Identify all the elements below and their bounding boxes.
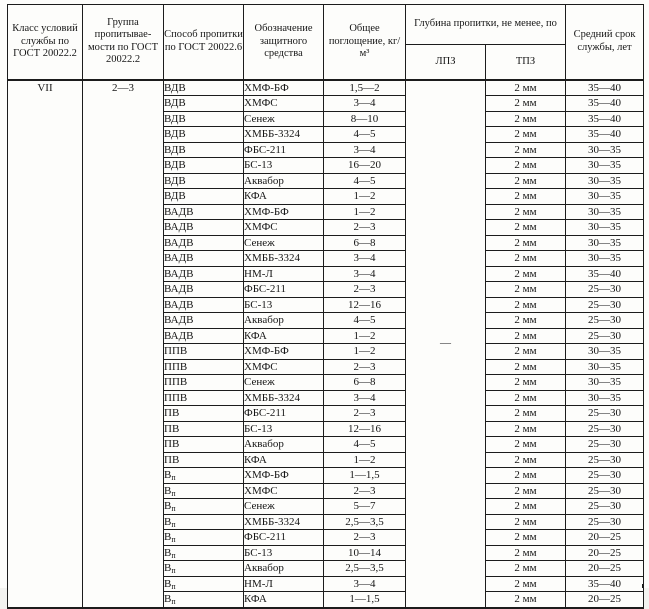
- cell-method: ВДВ: [164, 111, 244, 127]
- column-border-stub: [82, 584, 83, 588]
- cell-method: ВДВ: [164, 142, 244, 158]
- column-border-stub: [163, 584, 164, 588]
- cell-service-life: 30—35: [566, 375, 644, 391]
- cell-agent: ХМФС: [244, 483, 324, 499]
- cell-method: ВАДВ: [164, 235, 244, 251]
- cell-service-life: 30—35: [566, 359, 644, 375]
- cell-service-life: 35—40: [566, 127, 644, 143]
- cell-agent: Аквабор: [244, 173, 324, 189]
- cell-tpz-depth: 2 мм: [486, 452, 566, 468]
- cell-agent: ХМФС: [244, 220, 324, 236]
- header-tpz: ТПЗ: [486, 45, 566, 80]
- cell-agent: НМ-Л: [244, 576, 324, 592]
- cell-service-life: 35—40: [566, 96, 644, 112]
- cell-tpz-depth: 2 мм: [486, 344, 566, 360]
- cell-tpz-depth: 2 мм: [486, 576, 566, 592]
- cell-service-life: 20—25: [566, 530, 644, 546]
- cell-tpz-depth: 2 мм: [486, 328, 566, 344]
- cell-tpz-depth: 2 мм: [486, 359, 566, 375]
- cell-tpz-depth: 2 мм: [486, 297, 566, 313]
- cell-agent: НМ-Л: [244, 266, 324, 282]
- cell-agent: ХМФС: [244, 96, 324, 112]
- table-row: [8, 80, 644, 96]
- cell-tpz-depth: 2 мм: [486, 127, 566, 143]
- cell-method: ВДВ: [164, 80, 244, 96]
- cell-service-life: 30—35: [566, 251, 644, 267]
- cell-tpz-depth: 2 мм: [486, 530, 566, 546]
- cell-method: $В_п$: [164, 545, 244, 561]
- cell-absorption: 1—1,5: [324, 468, 406, 484]
- header-total-absorption: Общее поглощение, кг/м³: [324, 5, 406, 80]
- cell-method: ВАДВ: [164, 220, 244, 236]
- next-section-border-stubs: [7, 584, 643, 588]
- cell-absorption: 3—4: [324, 266, 406, 282]
- cell-agent: Аквабор: [244, 561, 324, 577]
- cell-absorption: 8—10: [324, 111, 406, 127]
- cell-method: $В_п$: [164, 561, 244, 577]
- cell-agent: ХМФС: [244, 359, 324, 375]
- cell-tpz-depth: 2 мм: [486, 235, 566, 251]
- cell-service-life: 30—35: [566, 204, 644, 220]
- cell-method: ВАДВ: [164, 282, 244, 298]
- cell-service-life: 25—30: [566, 452, 644, 468]
- cell-agent: ХМББ-3324: [244, 127, 324, 143]
- cell-tpz-depth: 2 мм: [486, 80, 566, 96]
- cell-agent: БС-13: [244, 297, 324, 313]
- cell-absorption: 1—2: [324, 344, 406, 360]
- cell-method: ППВ: [164, 390, 244, 406]
- cell-method: $В_п$: [164, 592, 244, 608]
- cell-method: ПВ: [164, 421, 244, 437]
- cell-tpz-depth: 2 мм: [486, 514, 566, 530]
- cell-tpz-depth: 2 мм: [486, 468, 566, 484]
- cell-method: $В_п$: [164, 530, 244, 546]
- cell-tpz-depth: 2 мм: [486, 406, 566, 422]
- cell-tpz-depth: 2 мм: [486, 189, 566, 205]
- header-impregnation-depth-group: Глубина пропитки, не менее, по: [406, 5, 566, 45]
- cell-service-life: 25—30: [566, 437, 644, 453]
- cell-absorption: 2—3: [324, 282, 406, 298]
- table-body: [8, 80, 644, 608]
- cell-agent: КФА: [244, 328, 324, 344]
- cell-tpz-depth: 2 мм: [486, 390, 566, 406]
- cell-absorption: 4—5: [324, 173, 406, 189]
- cell-service-life: 20—25: [566, 545, 644, 561]
- cell-service-life: 25—30: [566, 468, 644, 484]
- cell-service-life: 30—35: [566, 344, 644, 360]
- cell-agent: ХМББ-3324: [244, 514, 324, 530]
- cell-service-life: 30—35: [566, 173, 644, 189]
- cell-agent: ХМФ-БФ: [244, 80, 324, 96]
- cell-absorption: 12—16: [324, 421, 406, 437]
- cell-absorption: 4—5: [324, 437, 406, 453]
- cell-service-life: 25—30: [566, 421, 644, 437]
- cell-absorption: 6—8: [324, 375, 406, 391]
- cell-absorption: 3—4: [324, 576, 406, 592]
- cell-service-life: 30—35: [566, 158, 644, 174]
- cell-absorption: 2—3: [324, 359, 406, 375]
- cell-method: ВДВ: [164, 127, 244, 143]
- column-border-stub: [642, 584, 643, 588]
- cell-tpz-depth: 2 мм: [486, 313, 566, 329]
- cell-service-life: 30—35: [566, 390, 644, 406]
- cell-agent: ФБС-211: [244, 282, 324, 298]
- cell-method: ВДВ: [164, 189, 244, 205]
- cell-absorption: 3—4: [324, 142, 406, 158]
- cell-agent: БС-13: [244, 421, 324, 437]
- impregnation-parameters-table: [7, 4, 644, 609]
- cell-agent: БС-13: [244, 158, 324, 174]
- cell-method: ВАДВ: [164, 204, 244, 220]
- cell-absorption: 10—14: [324, 545, 406, 561]
- cell-agent: Сенеж: [244, 375, 324, 391]
- column-border-stub: [565, 584, 566, 588]
- cell-agent: ХМФ-БФ: [244, 344, 324, 360]
- cell-agent: КФА: [244, 592, 324, 608]
- cell-service-class: VII: [8, 80, 83, 608]
- column-border-stub: [323, 584, 324, 588]
- cell-tpz-depth: 2 мм: [486, 96, 566, 112]
- cell-service-life: 25—30: [566, 328, 644, 344]
- cell-method: ПВ: [164, 452, 244, 468]
- cell-agent: БС-13: [244, 545, 324, 561]
- cell-absorption: 1—1,5: [324, 592, 406, 608]
- cell-tpz-depth: 2 мм: [486, 173, 566, 189]
- cell-tpz-depth: 2 мм: [486, 421, 566, 437]
- table-header: [8, 5, 644, 80]
- cell-tpz-depth: 2 мм: [486, 220, 566, 236]
- cell-service-life: 30—35: [566, 235, 644, 251]
- cell-method: ВДВ: [164, 158, 244, 174]
- cell-absorption: 16—20: [324, 158, 406, 174]
- cell-service-life: 25—30: [566, 297, 644, 313]
- cell-absorption: 1—2: [324, 452, 406, 468]
- cell-agent: КФА: [244, 189, 324, 205]
- cell-absorption: 5—7: [324, 499, 406, 515]
- header-protective-agent: Обозначение защитного средства: [244, 5, 324, 80]
- cell-tpz-depth: 2 мм: [486, 282, 566, 298]
- cell-absorption: 2—3: [324, 406, 406, 422]
- cell-absorption: 1—2: [324, 189, 406, 205]
- cell-method: ППВ: [164, 359, 244, 375]
- cell-absorption: 3—4: [324, 251, 406, 267]
- header-impregnation-method: Способ пропитки по ГОСТ 20022.6: [164, 5, 244, 80]
- cell-agent: ФБС-211: [244, 530, 324, 546]
- cell-service-life: 20—25: [566, 561, 644, 577]
- cell-absorption: 12—16: [324, 297, 406, 313]
- cell-method: ППВ: [164, 344, 244, 360]
- cell-agent: ХМББ-3324: [244, 390, 324, 406]
- cell-tpz-depth: 2 мм: [486, 545, 566, 561]
- cell-absorption: 1—2: [324, 328, 406, 344]
- cell-agent: ФБС-211: [244, 142, 324, 158]
- cell-service-life: 35—40: [566, 80, 644, 96]
- cell-agent: ХМББ-3324: [244, 251, 324, 267]
- cell-agent: Аквабор: [244, 437, 324, 453]
- cell-tpz-depth: 2 мм: [486, 266, 566, 282]
- cell-absorption: 1—2: [324, 204, 406, 220]
- cell-service-life: 35—40: [566, 111, 644, 127]
- cell-absorption: 4—5: [324, 313, 406, 329]
- cell-service-life: 20—25: [566, 592, 644, 608]
- cell-method: ВДВ: [164, 96, 244, 112]
- header-lpz: ЛПЗ: [406, 45, 486, 80]
- cell-tpz-depth: 2 мм: [486, 204, 566, 220]
- column-border-stub: [243, 584, 244, 588]
- cell-agent: Сенеж: [244, 499, 324, 515]
- cell-lpz-depth: —: [406, 80, 486, 608]
- cell-service-life: 30—35: [566, 142, 644, 158]
- cell-service-life: 25—30: [566, 499, 644, 515]
- cell-method: ПВ: [164, 406, 244, 422]
- cell-service-life: 30—35: [566, 220, 644, 236]
- cell-tpz-depth: 2 мм: [486, 592, 566, 608]
- cell-method: ВДВ: [164, 173, 244, 189]
- cell-tpz-depth: 2 мм: [486, 111, 566, 127]
- cell-absorption: 6—8: [324, 235, 406, 251]
- cell-absorption: 3—4: [324, 96, 406, 112]
- cell-method: ВАДВ: [164, 297, 244, 313]
- cell-absorption: 1,5—2: [324, 80, 406, 96]
- cell-absorption: 2,5—3,5: [324, 561, 406, 577]
- header-service-class: Класс условий службы по ГОСТ 20022.2: [8, 5, 83, 80]
- cell-method: ВАДВ: [164, 328, 244, 344]
- cell-service-life: 25—30: [566, 514, 644, 530]
- cell-agent: КФА: [244, 452, 324, 468]
- cell-absorption: 2—3: [324, 220, 406, 236]
- cell-service-life: 30—35: [566, 189, 644, 205]
- cell-tpz-depth: 2 мм: [486, 375, 566, 391]
- cell-service-life: 35—40: [566, 266, 644, 282]
- cell-impregnability-group: 2—3: [83, 80, 164, 608]
- cell-method: $В_п$: [164, 514, 244, 530]
- cell-method: ВАДВ: [164, 313, 244, 329]
- cell-agent: Сенеж: [244, 235, 324, 251]
- cell-method: ПВ: [164, 437, 244, 453]
- cell-method: ППВ: [164, 375, 244, 391]
- cell-method: $В_п$: [164, 576, 244, 592]
- cell-tpz-depth: 2 мм: [486, 437, 566, 453]
- cell-tpz-depth: 2 мм: [486, 561, 566, 577]
- cell-method: ВАДВ: [164, 266, 244, 282]
- column-border-stub: [485, 584, 486, 588]
- cell-agent: ХМФ-БФ: [244, 204, 324, 220]
- cell-tpz-depth: 2 мм: [486, 251, 566, 267]
- cell-service-life: 35—40: [566, 576, 644, 592]
- cell-tpz-depth: 2 мм: [486, 499, 566, 515]
- header-impregnability-group: Группа пропитывае-мости по ГОСТ 20022.2: [83, 5, 164, 80]
- column-border-stub: [405, 584, 406, 588]
- cell-service-life: 25—30: [566, 313, 644, 329]
- cell-method: $В_п$: [164, 468, 244, 484]
- cell-agent: Аквабор: [244, 313, 324, 329]
- cell-method: $В_п$: [164, 483, 244, 499]
- cell-absorption: 2—3: [324, 483, 406, 499]
- cell-service-life: 25—30: [566, 483, 644, 499]
- cell-tpz-depth: 2 мм: [486, 158, 566, 174]
- cell-tpz-depth: 2 мм: [486, 483, 566, 499]
- cell-agent: Сенеж: [244, 111, 324, 127]
- cell-absorption: 2—3: [324, 530, 406, 546]
- cell-tpz-depth: 2 мм: [486, 142, 566, 158]
- cell-service-life: 25—30: [566, 282, 644, 298]
- cell-absorption: 3—4: [324, 390, 406, 406]
- cell-absorption: 2,5—3,5: [324, 514, 406, 530]
- cell-absorption: 4—5: [324, 127, 406, 143]
- cell-service-life: 25—30: [566, 406, 644, 422]
- cell-method: ВАДВ: [164, 251, 244, 267]
- cell-agent: ХМФ-БФ: [244, 468, 324, 484]
- header-average-service-life: Средний срок службы, лет: [566, 5, 644, 80]
- column-border-stub: [7, 584, 8, 588]
- cell-method: $В_п$: [164, 499, 244, 515]
- header-row-top: [8, 5, 644, 45]
- cell-agent: ФБС-211: [244, 406, 324, 422]
